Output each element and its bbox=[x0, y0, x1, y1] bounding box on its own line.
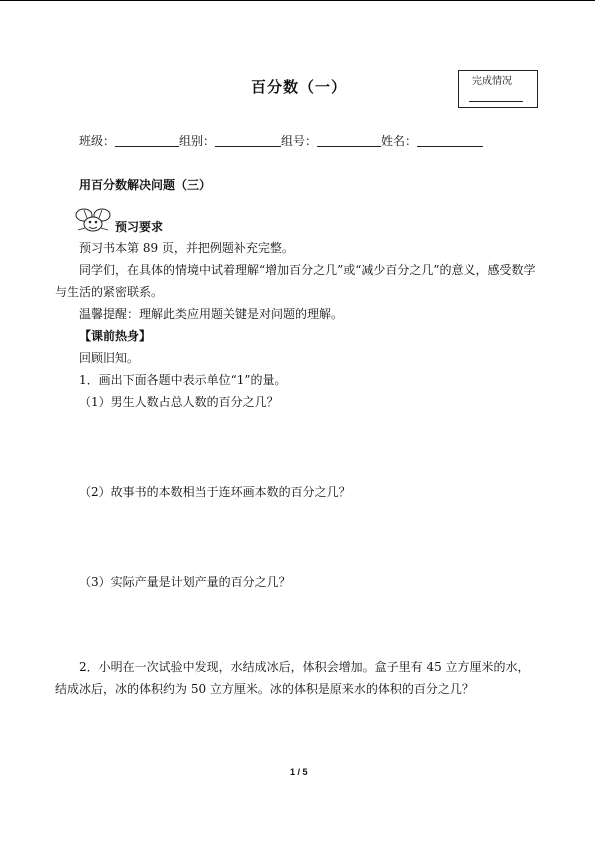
completion-status-blank bbox=[469, 101, 523, 102]
preview-line-3: 温馨提醒：理解此类应用题关键是对问题的理解。 bbox=[79, 307, 344, 321]
page-title: 百分数（一） bbox=[251, 78, 348, 96]
top-rule bbox=[0, 0, 595, 1]
preview-line-2: 同学们，在具体的情境中试着理解“增加百分之几”或“减少百分之几”的意义，感受数学与生活的紧密联系。 bbox=[55, 263, 536, 299]
completion-status-box bbox=[458, 70, 538, 108]
warmup-heading: 【课前热身】 bbox=[79, 329, 152, 343]
name-label: 姓名： bbox=[381, 134, 418, 148]
group-number-label: 组号： bbox=[281, 134, 318, 148]
group-number-blank bbox=[317, 134, 381, 147]
question-1-part-2: （2）故事书的本数相当于连环画本数的百分之几？ bbox=[79, 485, 351, 499]
completion-status-label: 完成情况 bbox=[472, 76, 512, 87]
group-label: 组别： bbox=[179, 134, 216, 148]
warmup-intro: 回顾旧知。 bbox=[79, 351, 140, 365]
question-1-part-3: （3）实际产量是计划产量的百分之几？ bbox=[79, 575, 291, 589]
group-blank bbox=[215, 134, 281, 147]
question-1-part-1: （1）男生人数占总人数的百分之几？ bbox=[79, 395, 279, 409]
class-blank bbox=[115, 134, 179, 147]
question-2: 2．小明在一次试验中发现，水结成冰后，体积会增加。盒子里有 45 立方厘米的水，结成冰后，冰的体积约为 50 立方厘米。冰的体积是原来水的体积的百分之几？ bbox=[55, 660, 530, 696]
preview-heading: 预习要求 bbox=[115, 220, 164, 234]
bee-mascot-icon bbox=[73, 206, 113, 234]
section-title: 用百分数解决问题（三） bbox=[79, 178, 212, 192]
page-number: 1 / 5 bbox=[290, 767, 308, 777]
student-info-row bbox=[79, 133, 483, 149]
preview-line-1: 预习书本第 89 页，并把例题补充完整。 bbox=[79, 241, 294, 255]
class-label: 班级： bbox=[79, 134, 116, 148]
name-blank bbox=[417, 134, 483, 147]
question-1: 1．画出下面各题中表示单位“1”的量。 bbox=[79, 373, 287, 387]
